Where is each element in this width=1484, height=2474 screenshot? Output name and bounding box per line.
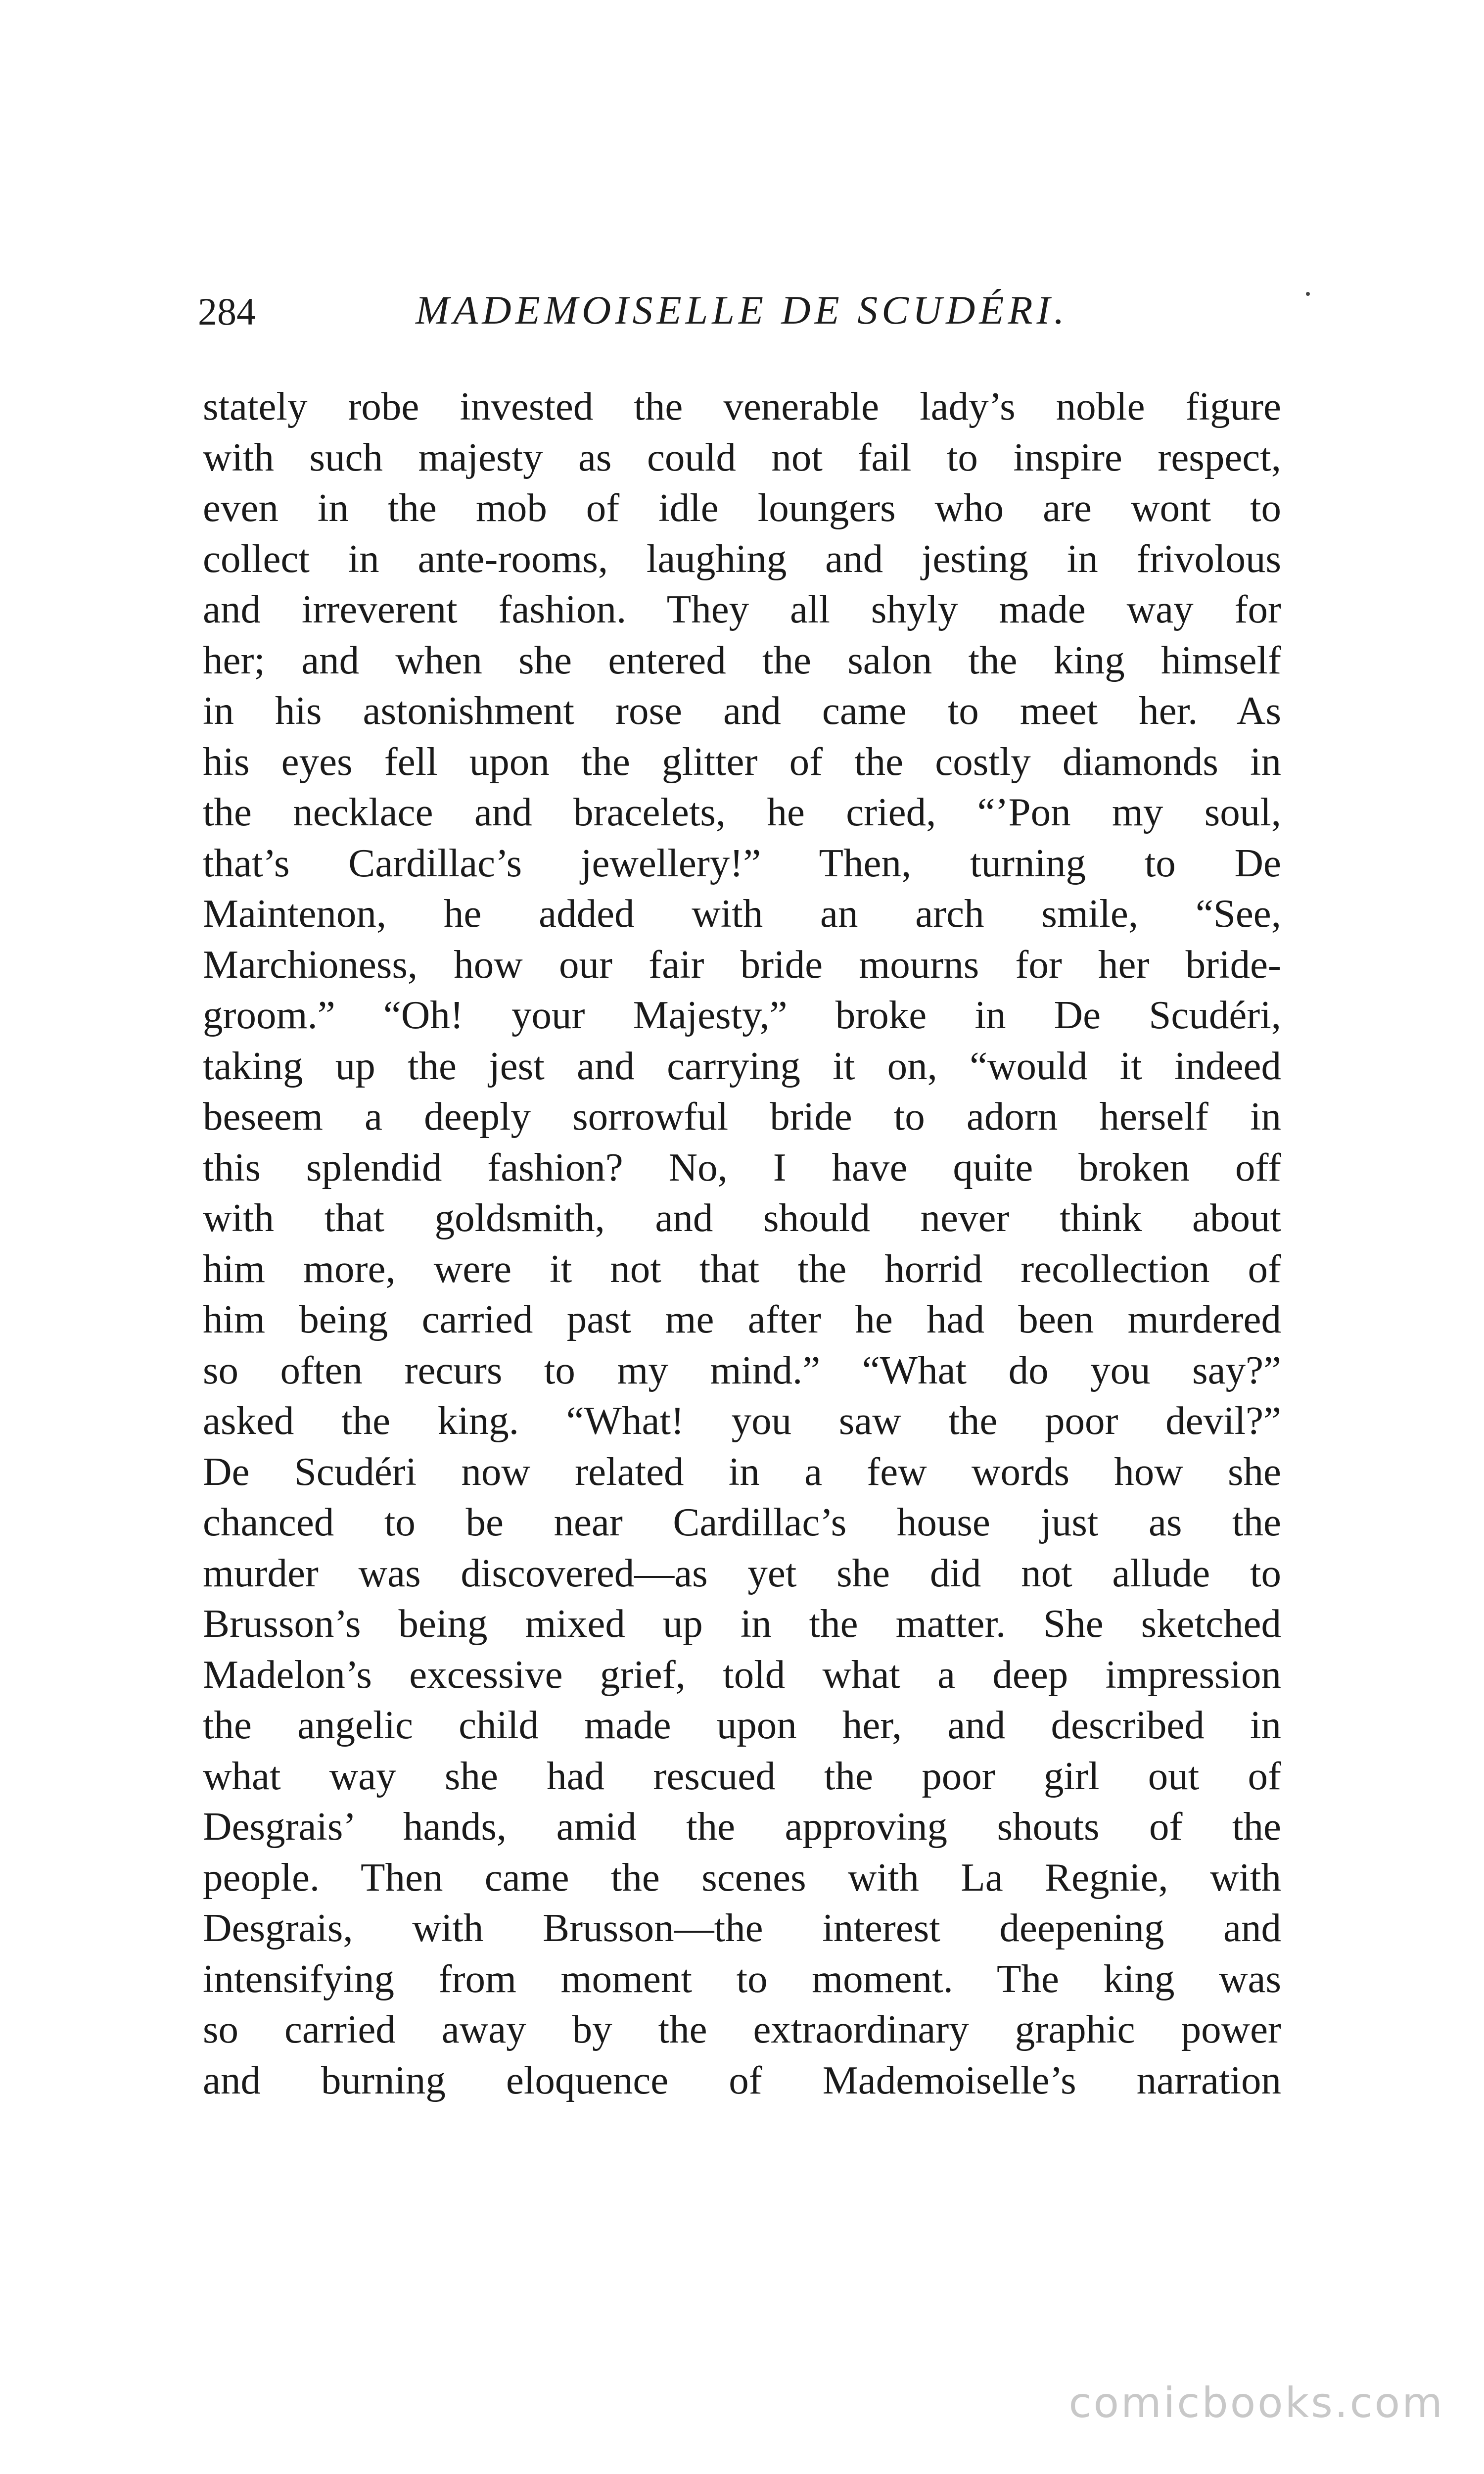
running-head (198, 277, 1276, 346)
text-line: him being carried past me after he had been murdered (203, 1297, 1281, 1341)
text-line: and irreverent fashion. They all shyly made way for (203, 587, 1281, 631)
text-line: Desgrais, with Brusson—the interest deepening and (203, 1905, 1281, 1950)
text-line: the angelic child made upon her, and described in (203, 1703, 1281, 1747)
text-line: and burning eloquence of Mademoiselle’s narration (203, 2057, 1281, 2102)
text-line: Marchioness, how our fair bride mourns for her bride- (203, 942, 1281, 987)
text-line: collect in ante-rooms, laughing and jesting in frivolous (203, 536, 1281, 581)
text-line: Maintenon, he added with an arch smile, “See, (203, 891, 1281, 936)
text-line: groom.” “Oh! your Majesty,” broke in De Scudéri, (203, 993, 1281, 1037)
body-text (203, 381, 1281, 2105)
text-line: murder was discovered—as yet she did not allude to (203, 1550, 1281, 1595)
text-line: her; and when she entered the salon the king himself (203, 637, 1281, 682)
text-line: his eyes fell upon the glitter of the costly diamonds in (203, 739, 1281, 784)
text-line: that’s Cardillac’s jewellery!” Then, turning to De (203, 840, 1281, 885)
text-line: so carried away by the extraordinary graphic power (203, 2007, 1281, 2051)
text-line: in his astonishment rose and came to meet her. As (203, 688, 1281, 733)
text-line: with such majesty as could not fail to inspire respect, (203, 434, 1281, 479)
text-line: with that goldsmith, and should never think about (203, 1195, 1281, 1240)
text-line: this splendid fashion? No, I have quite broken off (203, 1144, 1281, 1189)
text-line: chanced to be near Cardillac’s house just as the (203, 1500, 1281, 1544)
running-title: MADEMOISELLE DE SCUDÉRI. (416, 287, 1068, 333)
text-line: Madelon’s excessive grief, told what a deep impression (203, 1652, 1281, 1697)
text-line: what way she had rescued the poor girl out of (203, 1753, 1281, 1798)
text-line: intensifying from moment to moment. The king was (203, 1956, 1281, 2001)
text-line: so often recurs to my mind.” “What do you say?” (203, 1347, 1281, 1392)
text-line: De Scudéri now related in a few words how she (203, 1449, 1281, 1494)
text-line: stately robe invested the venerable lady’s noble figure (203, 384, 1281, 428)
text-line: Brusson’s being mixed up in the matter. She sketched (203, 1601, 1281, 1646)
text-line: taking up the jest and carrying it on, “would it indeed (203, 1043, 1281, 1088)
text-line: him more, were it not that the horrid recollection of (203, 1246, 1281, 1291)
page-number: 284 (198, 290, 256, 333)
stray-ink-mark (1306, 292, 1310, 296)
text-line: asked the king. “What! you saw the poor devil?” (203, 1398, 1281, 1443)
watermark: comicbooks.com (1068, 2379, 1444, 2427)
text-line: beseem a deeply sorrowful bride to adorn herself in (203, 1094, 1281, 1139)
text-line: even in the mob of idle loungers who are wont to (203, 485, 1281, 530)
text-line: Desgrais’ hands, amid the approving shouts of the (203, 1804, 1281, 1849)
text-line: people. Then came the scenes with La Regnie, with (203, 1855, 1281, 1900)
text-line: the necklace and bracelets, he cried, “’Pon my soul, (203, 790, 1281, 834)
